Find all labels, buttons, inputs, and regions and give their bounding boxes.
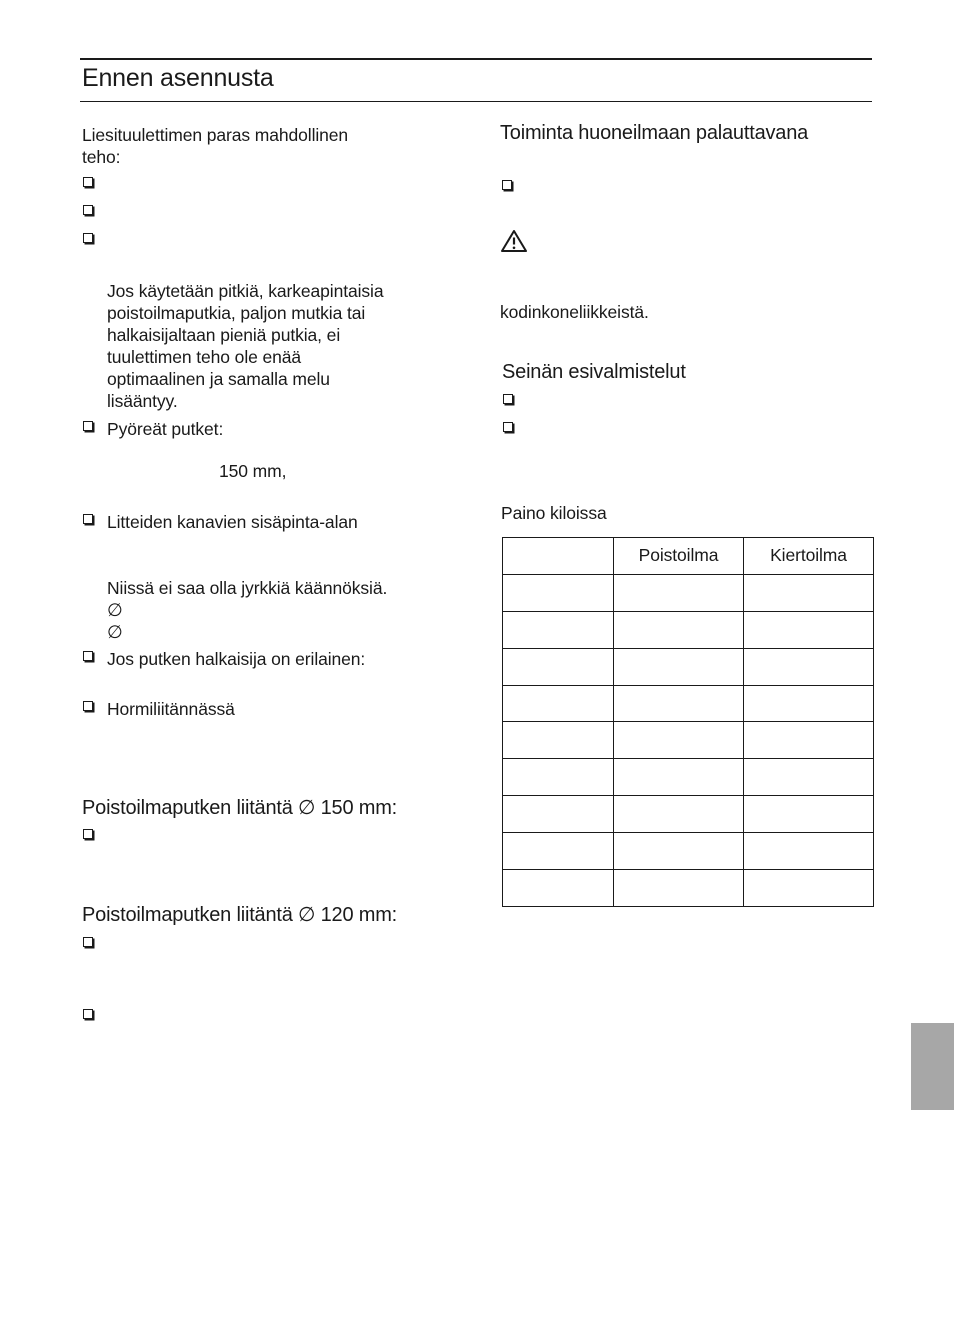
checkbox-icon: [83, 937, 93, 947]
table-cell: [744, 796, 874, 833]
diameter-symbol: ∅: [107, 622, 123, 642]
intro-text: [82, 124, 348, 168]
table-cell: [744, 870, 874, 907]
table-row: [503, 611, 874, 648]
table-header-cell: Kiertoilma: [744, 538, 874, 575]
size-150-text: 150 mm,: [219, 461, 287, 481]
table-row: [503, 870, 874, 907]
table-row: [503, 796, 874, 833]
table-cell: [614, 796, 744, 833]
checkbox-icon: [83, 829, 93, 839]
intro-line: Liesituulettimen paras mahdollinen: [82, 125, 349, 145]
table-header-cell: [503, 538, 614, 575]
chimney-text: Hormiliitännässä: [107, 699, 235, 719]
checkbox-icon: [83, 233, 93, 243]
heading-wall-preparation: Seinän esivalmistelut: [502, 361, 686, 383]
table-cell: [503, 648, 614, 685]
weight-table: [502, 537, 874, 907]
table-row: [503, 648, 874, 685]
note-line: optimaalinen ja samalla melu: [107, 369, 330, 389]
table-row: [503, 722, 874, 759]
note-line: Jos käytetään pitkiä, karkeapintaisia: [107, 281, 384, 301]
checkbox-icon: [83, 1009, 93, 1019]
round-pipes-label: Pyöreät putket:: [107, 419, 224, 439]
checkbox-icon: [83, 205, 93, 215]
table-cell: [503, 759, 614, 796]
checkbox-icon: [83, 514, 93, 524]
table-cell: [744, 574, 874, 611]
table-cell: [503, 796, 614, 833]
weight-table-body: [503, 538, 874, 907]
table-cell: [744, 648, 874, 685]
note-line: halkaisijaltaan pieniä putkia, ei: [107, 325, 341, 345]
heading-recirculation: Toiminta huoneilmaan palauttavana: [500, 122, 809, 144]
long-pipe-note: [107, 280, 383, 412]
table-cell: [503, 722, 614, 759]
different-diameter-text: Jos putken halkaisija on erilainen:: [107, 649, 366, 669]
heading-connection-120: Poistoilmaputken liitäntä ∅ 120 mm:: [82, 904, 398, 926]
diameter-symbol: ∅: [107, 600, 123, 620]
table-cell: [614, 574, 744, 611]
table-cell: [614, 759, 744, 796]
note-line: tuulettimen teho ole enää: [107, 347, 302, 367]
table-cell: [614, 685, 744, 722]
table-cell: [503, 611, 614, 648]
table-cell: [614, 648, 744, 685]
note-line: poistoilmaputkia, paljon mutkia tai: [107, 303, 366, 323]
table-row: [503, 685, 874, 722]
checkbox-icon: [503, 422, 513, 432]
side-tab-marker: [911, 1023, 954, 1110]
table-cell: [614, 833, 744, 870]
checkbox-icon: [83, 651, 93, 661]
table-cell: [503, 870, 614, 907]
table-row: [503, 759, 874, 796]
table-cell: [503, 574, 614, 611]
flat-ducts-text: Litteiden kanavien sisäpinta-alan: [107, 512, 358, 532]
checkbox-icon: [83, 177, 93, 187]
checkbox-icon: [83, 421, 93, 431]
table-cell: [744, 833, 874, 870]
table-row: [503, 833, 874, 870]
weight-label: Paino kiloissa: [501, 503, 607, 523]
table-cell: [744, 759, 874, 796]
table-row: [503, 574, 874, 611]
heading-connection-150: Poistoilmaputken liitäntä ∅ 150 mm:: [82, 797, 398, 819]
table-cell: [614, 870, 744, 907]
header-rule-bottom: [80, 101, 872, 102]
intro-line: teho:: [82, 147, 121, 167]
table-cell: [503, 685, 614, 722]
warning-triangle-icon: [500, 229, 528, 253]
no-sharp-bends-text: Niissä ei saa olla jyrkkiä käännöksiä.: [107, 578, 388, 598]
checkbox-icon: [83, 701, 93, 711]
checkbox-icon: [502, 180, 512, 190]
table-cell: [744, 685, 874, 722]
table-header-row: [503, 538, 874, 575]
table-cell: [503, 833, 614, 870]
retailers-text: kodinkoneliikkeistä.: [500, 302, 649, 322]
header-rule-top: [80, 58, 872, 60]
table-cell: [744, 722, 874, 759]
page-title: Ennen asennusta: [82, 64, 274, 92]
table-cell: [744, 611, 874, 648]
table-header-cell: Poistoilma: [614, 538, 744, 575]
table-cell: [614, 722, 744, 759]
note-line: lisääntyy.: [107, 391, 178, 411]
checkbox-icon: [503, 394, 513, 404]
table-cell: [614, 611, 744, 648]
